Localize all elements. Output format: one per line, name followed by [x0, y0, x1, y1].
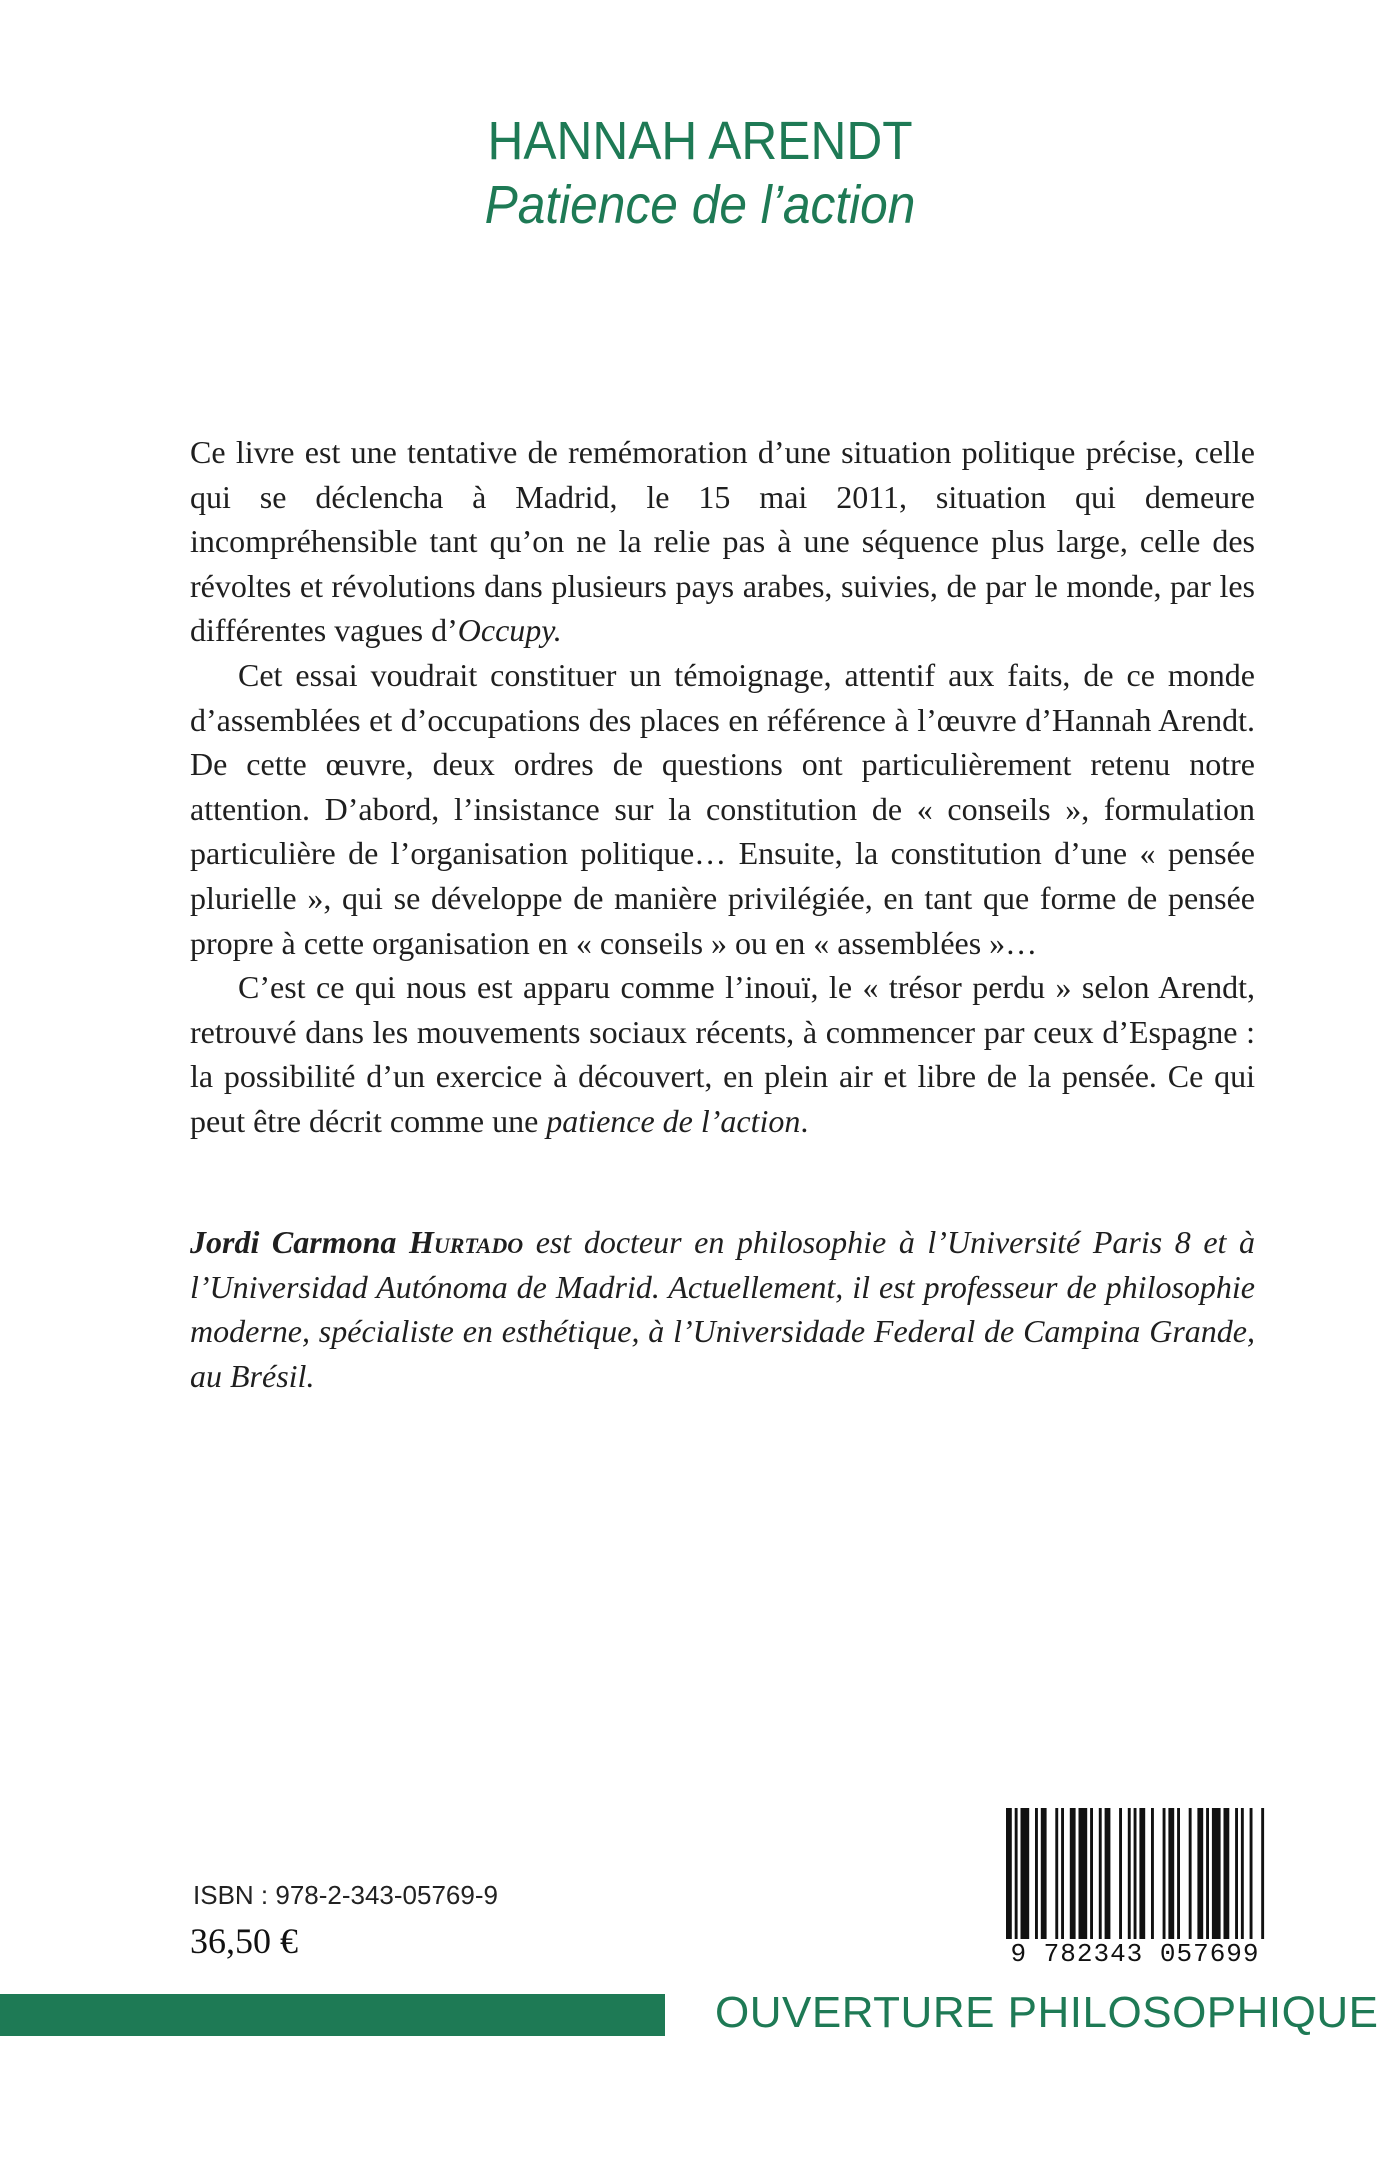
summary-p3-text: C’est ce qui nous est apparu comme l’inouï, le « trésor perdu » selon Arendt, retrouvé dans les mouvements sociaux récents, à commencer par ceux d’Espagne : la possibilité d’un exercice à découvert, en plein air et libre de la pensée. Ce qui peut être décrit comme une [190, 969, 1255, 1139]
barcode-bar [1079, 1808, 1088, 1940]
author-bio [190, 1220, 1255, 1398]
title-block [0, 110, 1400, 238]
isbn-label: ISBN : 978-2-343-05769-9 [193, 1880, 498, 1910]
barcode-bar [1035, 1808, 1038, 1940]
summary-paragraph-1 [190, 430, 1255, 653]
barcode-bar [1015, 1808, 1018, 1956]
barcode-bar [1168, 1808, 1174, 1940]
author-surname: Hurtado [408, 1224, 524, 1260]
barcode-bar [1206, 1808, 1209, 1940]
summary-p1-italic: Occupy. [457, 612, 562, 649]
barcode-bar [1041, 1808, 1047, 1940]
barcode-bar [1177, 1808, 1180, 1940]
barcode-bar [1090, 1808, 1093, 1940]
barcode [1000, 1808, 1270, 1983]
summary-p3-end: . [800, 1102, 809, 1139]
barcode-bar [1241, 1808, 1244, 1940]
summary-p1-text: Ce livre est une tentative de remémoration d’une situation politique précise, celle qui se déclencha à Madrid, le 15 mai 2011, situation qui demeure incompréhensible tant qu’on ne la relie pas à une séquence plus large, celle des révoltes et révolutions dans plusieurs pays arabes, suivies, de par le monde, par les différentes vagues d’ [190, 434, 1255, 649]
barcode-bar [1134, 1808, 1137, 1940]
barcode-bar [1235, 1808, 1238, 1940]
barcode-bar [1250, 1808, 1253, 1940]
barcode-bar [1119, 1808, 1122, 1940]
author-first-names: Jordi Carmona [190, 1224, 409, 1260]
barcode-bar [1224, 1808, 1230, 1940]
barcode-bar [1105, 1808, 1111, 1940]
book-subtitle: Patience de l’action [484, 175, 916, 235]
barcode-bar [1212, 1808, 1221, 1940]
price-label: 36,50 € [190, 1921, 298, 1961]
barcode-bar [1128, 1808, 1131, 1940]
barcode-bar [1061, 1808, 1064, 1940]
barcode-bar [1006, 1808, 1012, 1956]
author-bio-text: est docteur en philosophie à l’Université Paris 8 et à l’Universidad Autónoma de Madrid. Actuellement, il est professeur de philosophie moderne, spécialiste en esthétique, à l’Universidade Federal de Campina Grande, au Brésil. [190, 1224, 1256, 1394]
barcode-bar [1261, 1808, 1264, 1940]
collection-name: OUVERTURE PHILOSOPHIQUE [715, 1988, 1379, 2037]
barcode-digits: 9 782343 057699 [1000, 1939, 1270, 1969]
barcode-bar [1055, 1808, 1058, 1940]
summary-paragraph-3 [190, 965, 1255, 1143]
summary-paragraph-2: Cet essai voudrait constituer un témoignage, attentif aux faits, de ce monde d’assemblées et d’occupations des places en référence à l’œuvre d’Hannah Arendt. De cette œuvre, deux ordres de questions ont particulièrement retenu notre attention. D’abord, l’insistance sur la constitution de « conseils », formulation particulière de l’organisation politique… Ensuite, la constitution d’une « pensée plurielle », qui se développe de manière privilégiée, en tant que forme de pensée propre à cette organisation en « conseils » ou en « assemblées »… [190, 656, 1255, 961]
barcode-bar [1189, 1808, 1192, 1940]
barcode-bar [1099, 1808, 1102, 1940]
collection-bar [0, 1994, 665, 2036]
book-title: HANNAH ARENDT [487, 111, 913, 171]
barcode-bar [1197, 1808, 1203, 1940]
barcode-bar [1139, 1808, 1145, 1940]
barcode-bar [1151, 1808, 1154, 1940]
barcode-bar [1021, 1808, 1030, 1940]
barcode-bar [1070, 1808, 1076, 1940]
summary-p3-italic: patience de l’action [546, 1102, 801, 1139]
summary-text [190, 430, 1255, 1144]
barcode-bar [1163, 1808, 1166, 1940]
